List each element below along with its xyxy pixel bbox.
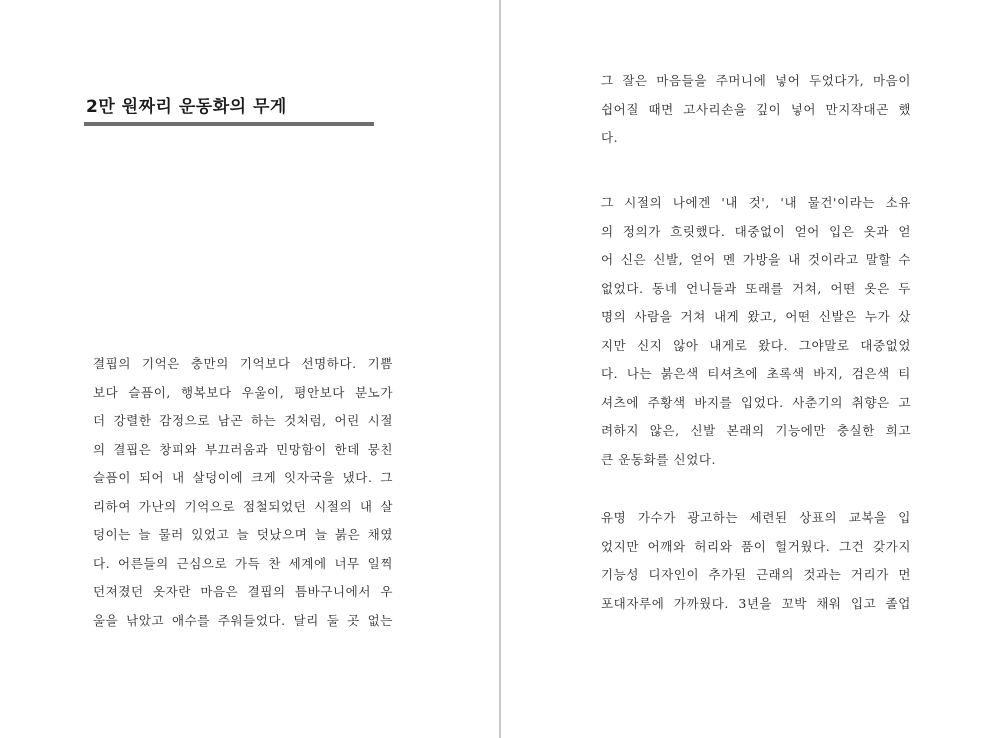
text-line: 던져졌던 옷자란 마음은 결핍의 틈바구니에서 우 — [93, 584, 393, 599]
text-line: 셔츠에 주황색 바지를 입었다. 사춘기의 취향은 고 — [601, 394, 911, 410]
text-line: 유명 가수가 광고하는 세련된 상표의 교복을 입 — [601, 510, 911, 525]
text-line: 더 강렬한 감정으로 남곤 하는 것처럼, 어린 시절 — [93, 413, 393, 428]
text-line: 려하지 않은, 신발 본래의 기능에만 충실한 희고 — [601, 423, 911, 438]
text-line: 다. 나는 붉은색 티셔츠에 초록색 바지, 검은색 티 — [601, 366, 911, 381]
text-line: 지만 신지 않아 내게로 왔다. 그야말로 대중없었 — [601, 337, 911, 353]
text-line: 큰 운동화를 신었다. — [601, 451, 717, 467]
text-line: 의 결핍은 창피와 부끄러움과 민망함이 한데 뭉친 — [93, 441, 393, 457]
text-line: 다. — [601, 130, 619, 145]
text-line: 명의 사람을 거쳐 내게 왔고, 어떤 신발은 누가 샀 — [601, 309, 911, 324]
text-line: 포대자루에 가까웠다. 3년을 꼬박 채워 입고 졸업 — [601, 595, 911, 611]
text-line: 다. 어른들의 근심으로 가득 찬 세계에 너무 일찍 — [93, 555, 393, 571]
text-line: 울을 낚았고 애수를 주워들었다. 달리 둘 곳 없는 — [93, 612, 393, 628]
title-underline-rule — [84, 122, 374, 126]
body-paragraph — [601, 504, 911, 618]
text-line: 쉽어질 때면 고사리손을 깊이 넣어 만지작대곤 했 — [601, 101, 911, 117]
text-line: 보다 슬픔이, 행복보다 우울이, 평안보다 분노가 — [93, 384, 393, 400]
text-line: 리하여 가난의 기억으로 점철되었던 시절의 내 살 — [93, 498, 393, 514]
text-line: 기능성 디자인이 추가된 근래의 것과는 거리가 먼 — [601, 567, 911, 582]
body-paragraph — [601, 189, 911, 474]
left-page — [0, 0, 499, 738]
text-line: 슬픔이 되어 내 살덩이에 크게 잇자국을 냈다. 그 — [93, 470, 393, 485]
text-line: 결핍의 기억은 충만의 기억보다 선명하다. 기쁨 — [93, 356, 393, 371]
text-line: 의 정의가 흐릿했다. 대중없이 얻어 입은 옷과 얻 — [601, 223, 911, 239]
text-line: 그 시절의 나에겐 '내 것', '내 물건'이라는 소유 — [601, 195, 911, 210]
chapter-title: 2만 원짜리 운동화의 무게 — [86, 97, 287, 117]
body-paragraph — [93, 350, 393, 635]
text-line: 없었다. 동네 언니들과 또래를 거쳐, 어떤 옷은 두 — [601, 280, 911, 296]
text-line: 그 잘은 마음들을 주머니에 넣어 두었다가, 마음이 — [601, 73, 911, 88]
text-line: 어 신은 신발, 얻어 멘 가방을 내 것이라고 말할 수 — [601, 252, 911, 267]
text-line: 었지만 어깨와 허리와 품이 헐거웠다. 그건 갖가지 — [601, 538, 911, 554]
text-line: 덩이는 늘 물러 있었고 늘 덧났으며 늘 붉은 채였 — [93, 527, 393, 542]
body-paragraph — [601, 67, 911, 153]
